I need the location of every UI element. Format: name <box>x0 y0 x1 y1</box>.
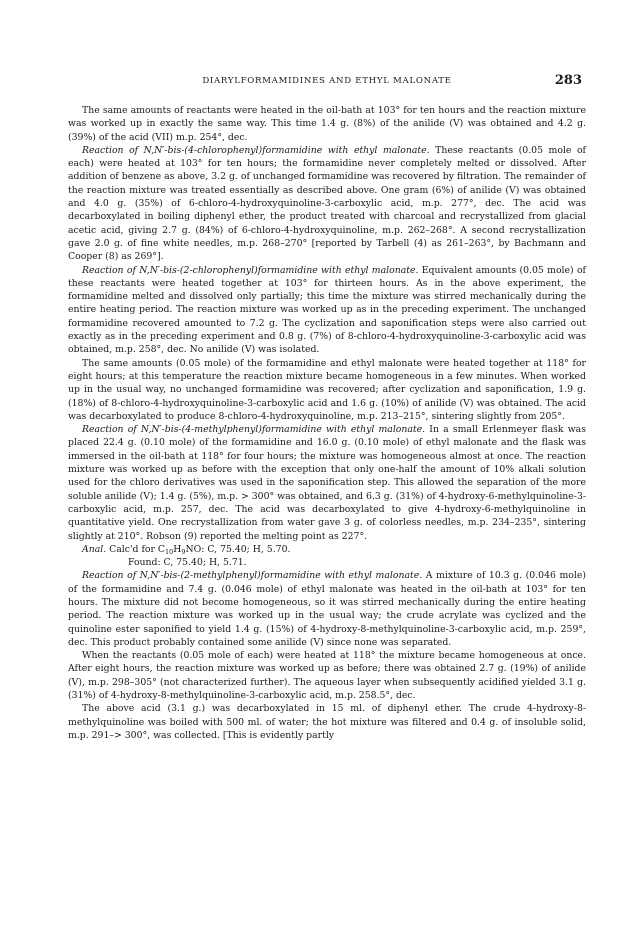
section-heading: Reaction of N,N′-bis-(2-chlorophenyl)formamidine with ethyl malonate. <box>82 264 419 276</box>
text-run: Found: C, 75.40; H, 5.71. <box>128 557 247 569</box>
section-heading: Reaction of N,N′-bis-(2-methylphenyl)formamidine with ethyl malonate. <box>82 570 423 582</box>
text-run: NO: C, 75.40; H, 5.70. <box>185 543 291 555</box>
paragraph <box>68 144 586 264</box>
paragraph <box>68 104 586 144</box>
section-heading: Anal. <box>82 543 107 555</box>
body-text <box>68 104 586 742</box>
paragraph <box>68 357 586 423</box>
text-run: The above acid (3.1 g.) was decarboxylated in 15 ml. of diphenyl ether. The crude 4-hydroxy-8-methylquinoline was boiled with 500 ml. of water; the hot mixture was filtered and 0.4 g. of insoluble solid, m.p. 291–> 300°, was collected. [This is evidently partly <box>68 703 586 741</box>
subscript: 10 <box>165 547 174 556</box>
paragraph <box>68 556 586 569</box>
section-heading: Reaction of N,N′-bis-(4-methylphenyl)formamidine with ethyl malonate. <box>82 424 426 436</box>
section-heading: Reaction of N,N′-bis-(4-chlorophenyl)formamidine with ethyl malonate. <box>82 144 430 156</box>
running-head <box>72 73 582 89</box>
subscript: 9 <box>181 547 186 556</box>
paragraph <box>68 702 586 742</box>
text-run: These reactants (0.05 mole of each) were heated at 103° for ten hours; the formamidine never completely melted or dissolved. After addition of benzene as above, 3.2 g. of unchanged formamidine was recovered by filtration. The remainder of the reaction mixture was treated essentially as described above. One gram (6%) of anilide (V) was obtained and 4.0 g. (35%) of 6-chloro-4-hydroxyquinoline-3-carboxylic acid, m.p. 277°, dec. The acid was decarboxylated in boiling diphenyl ether, the product treated with charcoal and recrystallized from glacial acetic acid, giving 2.7 g. (84%) of 6-chloro-4-hydroxyquinoline, m.p. 262–268°. A second recrystallization gave 2.0 g. of fine white needles, m.p. 268–270° [reported by Tarbell (4) as 261–263°, by Bachmann and Cooper (8) as 269°]. <box>68 144 586 263</box>
page-number: 283 <box>554 73 582 88</box>
text-run: Calc'd for C <box>106 543 165 555</box>
text-run: The same amounts (0.05 mole) of the formamidine and ethyl malonate were heated together at 118° for eight hours; at this temperature the reaction mixture became homogeneous in a few minutes. When worked up in the usual way, no unchanged formamidine was recovered; after cyclization and saponification, 1.9 g. (18%) of 8-chloro-4-hydroxyquinoline-3-carboxylic acid and 1.6 g. (10%) of anilide (V) was obtained. The acid was decarboxylated to produce 8-chloro-4-hydroxyquinoline, m.p. 213–215°, sintering slightly from 205°. <box>68 357 586 422</box>
text-run: Equivalent amounts (0.05 mole) of these reactants were heated together at 103° for thirteen hours. As in the above experiment, the formamidine melted and dissolved only partially; this time the mixture was stirred mechanically during the entire heating period. The reaction mixture was worked up as in the preceding experiment. The unchanged formamidine recovered amounted to 7.2 g. The cyclization and saponification steps were also carried out exactly as in the preceding experiment and 0.8 g. (7%) of 8-chloro-4-hydroxyquinoline-3-carboxylic acid was obtained, m.p. 258°, dec. No anilide (V) was isolated. <box>68 264 586 356</box>
paragraph <box>68 569 586 649</box>
paragraph <box>68 423 586 543</box>
text-run: A mixture of 10.3 g. (0.046 mole) of the formamidine and 7.4 g. (0.046 mole) of ethyl malonate was heated in the oil-bath at 103° for ten hours. The mixture did not become homogeneous, so it was stirred mechanically during the entire heating period. The reaction mixture was worked up in the usual way; the crude acrylate was cyclized and the quinoline ester saponified to yield 1.4 g. (15%) of 4-hydroxy-8-methylquinoline-3-carboxylic acid, m.p. 259°, dec. This product probably contained some anilide (V) since none was separated. <box>68 570 586 648</box>
paragraph <box>68 264 586 357</box>
text-run: In a small Erlenmeyer flask was placed 22.4 g. (0.10 mole) of the formamidine and 16.0 g. (0.10 mole) of ethyl malonate and the flask was immersed in the oil-bath at 118° for four hours; the mixture was homogeneous almost at once. The reaction mixture was worked up as before with the exception that only one-half the amount of 10% alkali solution used for the chloro derivatives was used in the saponification step. This allowed the separation of the more soluble anilide (V); 1.4 g. (5%), m.p. > 300° was obtained, and 6.3 g. (31%) of 4-hydroxy-6-methylquinoline-3-carboxylic acid, m.p. 257, dec. The acid was decarboxylated to give 4-hydroxy-6-methylquinoline in quantitative yield. One recrystallization from water gave 3 g. of colorless needles, m.p. 234–235°, sintering slightly at 210°. Robson (9) reported the melting point as 227°. <box>68 424 586 542</box>
text-run: When the reactants (0.05 mole of each) were heated at 118° the mixture became homogeneous at once. After eight hours, the reaction mixture was worked up as before; there was obtained 2.7 g. (19%) of anilide (V), m.p. 298–305° (not characterized further). The aqueous layer when subsequently acidified yielded 3.1 g. (31%) of 4-hydroxy-8-methylquinoline-3-carboxylic acid, m.p. 258.5°, dec. <box>68 650 586 702</box>
paragraph <box>68 543 586 556</box>
text-run: The same amounts of reactants were heated in the oil-bath at 103° for ten hours and the reaction mixture was worked up in exactly the same way. This time 1.4 g. (8%) of the anilide (V) was obtained and 4.2 g. (39%) of the acid (VII) m.p. 254°, dec. <box>68 105 586 143</box>
text-run: H <box>173 543 182 555</box>
running-title: DIARYLFORMAMIDINES AND ETHYL MALONATE <box>202 76 452 86</box>
paragraph <box>68 649 586 702</box>
